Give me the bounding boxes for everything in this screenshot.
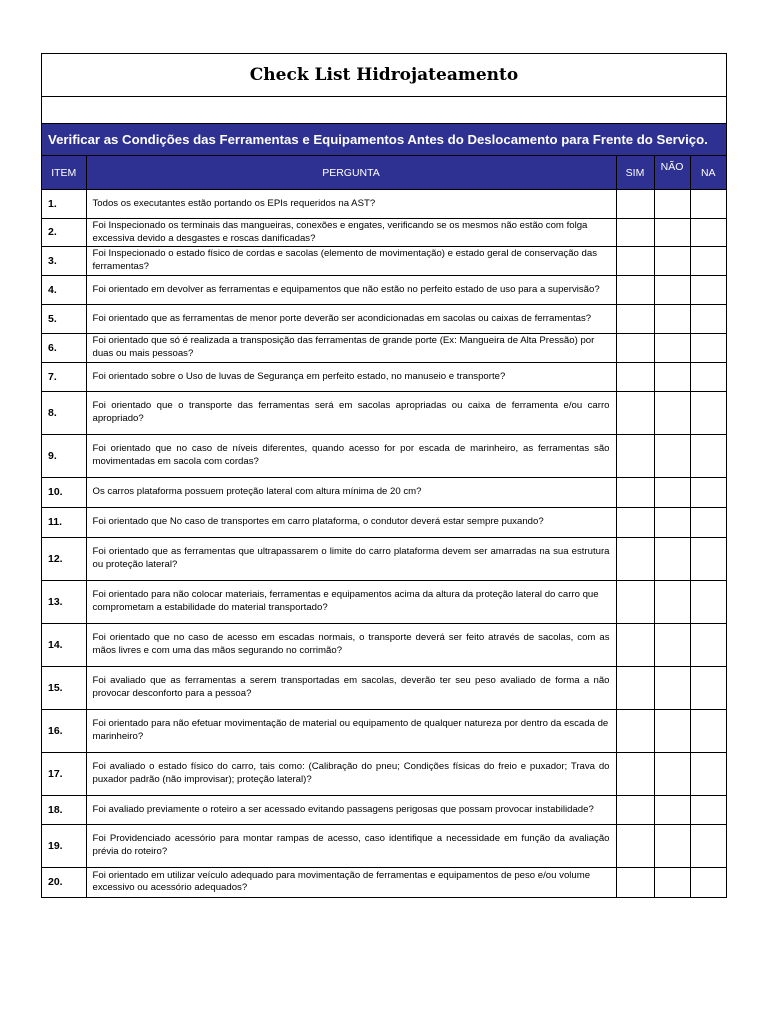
question-text: Foi orientado que no caso de acesso em escadas normais, o transporte deverá ser feito através de sacolas, com as mãos livres e com uma das mãos segurando no corrimão? (86, 624, 616, 667)
answer-cell-sim[interactable] (616, 710, 654, 753)
question-text: Foi orientado que No caso de transportes em carro plataforma, o condutor deverá estar sempre puxando? (86, 508, 616, 538)
answer-cell-na[interactable] (690, 624, 726, 667)
question-text: Foi Providenciado acessório para montar rampas de acesso, caso identifique a necessidade em função da avaliação prévia do roteiro? (86, 825, 616, 868)
answer-cell-na[interactable] (690, 392, 726, 435)
answer-cell-nao[interactable] (654, 753, 690, 796)
answer-cell-nao[interactable] (654, 478, 690, 508)
answer-cell-nao[interactable] (654, 710, 690, 753)
item-number: 20. (42, 868, 86, 897)
answer-cell-sim[interactable] (616, 334, 654, 363)
item-number: 10. (42, 478, 86, 508)
question-text: Foi avaliado previamente o roteiro a ser acessado evitando passagens perigosas que possam provocar instabilidade? (86, 796, 616, 825)
table-row (42, 276, 726, 305)
answer-cell-sim[interactable] (616, 753, 654, 796)
question-text: Foi orientado em devolver as ferramentas e equipamentos que não estão no perfeito estado de uso para a supervisão? (86, 276, 616, 305)
table-row (42, 392, 726, 435)
answer-cell-nao[interactable] (654, 247, 690, 276)
question-text: Foi orientado para não colocar materiais, ferramentas e equipamentos acima da altura da proteção lateral do carro que comprometam a estabilidade do material transportado? (86, 581, 616, 624)
answer-cell-na[interactable] (690, 190, 726, 219)
item-number: 5. (42, 305, 86, 334)
table-row (42, 825, 726, 868)
answer-cell-na[interactable] (690, 667, 726, 710)
table-row (42, 435, 726, 478)
question-text: Foi orientado que o transporte das ferramentas será em sacolas apropriadas ou caixa de ferramenta e/ou carro apropriado? (86, 392, 616, 435)
item-number: 6. (42, 334, 86, 363)
table-row (42, 538, 726, 581)
answer-cell-nao[interactable] (654, 392, 690, 435)
answer-cell-sim[interactable] (616, 825, 654, 868)
item-number: 16. (42, 710, 86, 753)
question-text: Foi orientado que no caso de níveis diferentes, quando acesso for por escada de marinheiro, as ferramentas são movimentadas em sacola com cordas? (86, 435, 616, 478)
table-body (42, 190, 726, 897)
question-text: Foi avaliado o estado físico do carro, tais como: (Calibração do pneu; Condições físicas do freio e puxador; Trava do puxador padrão (não improvisar); proteção lateral)? (86, 753, 616, 796)
answer-cell-na[interactable] (690, 581, 726, 624)
answer-cell-nao[interactable] (654, 334, 690, 363)
answer-cell-na[interactable] (690, 796, 726, 825)
answer-cell-nao[interactable] (654, 363, 690, 392)
answer-cell-nao[interactable] (654, 624, 690, 667)
answer-cell-na[interactable] (690, 305, 726, 334)
item-number: 12. (42, 538, 86, 581)
answer-cell-na[interactable] (690, 219, 726, 247)
item-number: 15. (42, 667, 86, 710)
section-title: Verificar as Condições das Ferramentas e Equipamentos Antes do Deslocamento para Frente do Serviço. (42, 124, 726, 156)
table-row (42, 624, 726, 667)
item-number: 2. (42, 219, 86, 247)
table-row (42, 667, 726, 710)
answer-cell-sim[interactable] (616, 247, 654, 276)
blank-row (42, 97, 726, 124)
answer-cell-sim[interactable] (616, 363, 654, 392)
table-row (42, 508, 726, 538)
table-row (42, 190, 726, 219)
answer-cell-nao[interactable] (654, 219, 690, 247)
column-header-na: NA (690, 156, 726, 190)
table-row (42, 219, 726, 247)
table-row (42, 581, 726, 624)
answer-cell-sim[interactable] (616, 868, 654, 897)
item-number: 3. (42, 247, 86, 276)
answer-cell-sim[interactable] (616, 190, 654, 219)
answer-cell-nao[interactable] (654, 796, 690, 825)
column-header-sim: SIM (616, 156, 654, 190)
item-number: 8. (42, 392, 86, 435)
item-number: 4. (42, 276, 86, 305)
answer-cell-na[interactable] (690, 276, 726, 305)
table-row (42, 753, 726, 796)
answer-cell-na[interactable] (690, 247, 726, 276)
answer-cell-nao[interactable] (654, 435, 690, 478)
item-number: 19. (42, 825, 86, 868)
question-text: Foi orientado em utilizar veículo adequado para movimentação de ferramentas e equipamentos de peso e/ou volume excessivo ou acessório adequados? (86, 868, 616, 897)
item-number: 11. (42, 508, 86, 538)
question-text: Os carros plataforma possuem proteção lateral com altura mínima de 20 cm? (86, 478, 616, 508)
question-text: Foi avaliado que as ferramentas a serem transportadas em sacolas, deverão ter seu peso avaliado de forma a não provocar desconforto para a pessoa? (86, 667, 616, 710)
answer-cell-nao[interactable] (654, 581, 690, 624)
answer-cell-na[interactable] (690, 710, 726, 753)
item-number: 1. (48, 197, 57, 210)
table-row (42, 868, 726, 897)
answer-cell-sim[interactable] (616, 435, 654, 478)
answer-cell-sim[interactable] (616, 305, 654, 334)
item-number: 7. (42, 363, 86, 392)
item-number: 14. (42, 624, 86, 667)
table-header-row (42, 156, 726, 190)
answer-cell-na[interactable] (690, 508, 726, 538)
table-row (42, 478, 726, 508)
question-text: Foi orientado sobre o Uso de luvas de Segurança em perfeito estado, no manuseio e transporte? (86, 363, 616, 392)
checklist-table (42, 156, 726, 897)
question-text: Foi Inspecionado os terminais das mangueiras, conexões e engates, verificando se os mesmos não estão com folga excessiva devido a desgastes e roscas danificadas? (86, 219, 616, 247)
answer-cell-na[interactable] (690, 868, 726, 897)
answer-cell-nao[interactable] (654, 276, 690, 305)
answer-cell-sim[interactable] (616, 219, 654, 247)
item-number: 9. (42, 435, 86, 478)
answer-cell-sim[interactable] (616, 624, 654, 667)
answer-cell-nao[interactable] (654, 538, 690, 581)
answer-cell-na[interactable] (690, 538, 726, 581)
answer-cell-sim[interactable] (616, 581, 654, 624)
question-text: Foi orientado para não efetuar movimentação de material ou equipamento de qualquer natureza por dentro da escada de marinheiro? (86, 710, 616, 753)
page-title: Check List Hidrojateamento (42, 54, 726, 97)
question-text: Foi Inspecionado o estado físico de cordas e sacolas (elemento de movimentação) e estado geral de conservação das ferramentas? (86, 247, 616, 276)
answer-cell-na[interactable] (690, 825, 726, 868)
answer-cell-nao[interactable] (654, 868, 690, 897)
column-header-nao: NÃO (654, 156, 690, 190)
column-header-pergunta: PERGUNTA (86, 156, 616, 190)
question-text: Foi orientado que as ferramentas que ultrapassarem o limite do carro plataforma devem ser amarradas na sua estrutura ou proteção lateral? (86, 538, 616, 581)
table-row (42, 363, 726, 392)
answer-cell-nao[interactable] (654, 305, 690, 334)
question-text: Todos os executantes estão portando os EPIs requeridos na AST? (86, 190, 616, 219)
table-row (42, 334, 726, 363)
question-text: Foi orientado que as ferramentas de menor porte deverão ser acondicionadas em sacolas ou caixas de ferramentas? (86, 305, 616, 334)
item-number: 13. (42, 581, 86, 624)
answer-cell-na[interactable] (690, 753, 726, 796)
answer-cell-sim[interactable] (616, 796, 654, 825)
answer-cell-sim[interactable] (616, 667, 654, 710)
answer-cell-nao[interactable] (654, 190, 690, 219)
answer-cell-na[interactable] (690, 478, 726, 508)
table-row (42, 710, 726, 753)
column-header-item: ITEM (42, 156, 86, 190)
item-number: 17. (42, 753, 86, 796)
answer-cell-na[interactable] (690, 435, 726, 478)
item-number: 18. (42, 796, 86, 825)
answer-cell-na[interactable] (690, 334, 726, 363)
answer-cell-sim[interactable] (616, 276, 654, 305)
answer-cell-sim[interactable] (616, 478, 654, 508)
checklist-sheet (41, 53, 727, 898)
table-row (42, 247, 726, 276)
question-text: Foi orientado que só é realizada a transposição das ferramentas de grande porte (Ex: Mangueira de Alta Pressão) por duas ou mais pessoas? (86, 334, 616, 363)
answer-cell-sim[interactable] (616, 508, 654, 538)
answer-cell-nao[interactable] (654, 825, 690, 868)
answer-cell-na[interactable] (690, 363, 726, 392)
answer-cell-sim[interactable] (616, 392, 654, 435)
table-row (42, 305, 726, 334)
answer-cell-sim[interactable] (616, 538, 654, 581)
answer-cell-nao[interactable] (654, 667, 690, 710)
answer-cell-nao[interactable] (654, 508, 690, 538)
table-row (42, 796, 726, 825)
